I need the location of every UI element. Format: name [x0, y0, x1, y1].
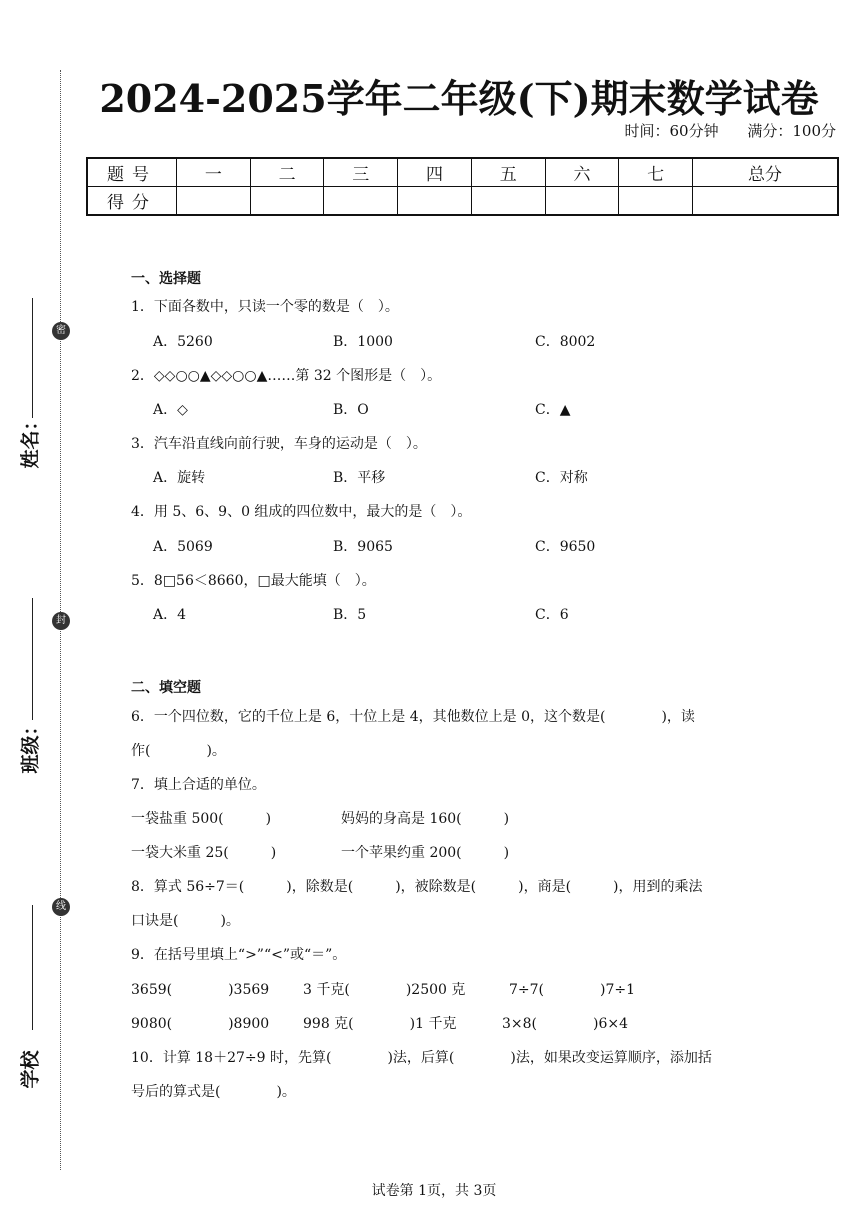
score-input-cell[interactable]	[471, 187, 545, 216]
question-line: 9．在括号里填上“>”“<”或“＝”。	[131, 947, 347, 963]
compare-item[interactable]: 998 克( )1 千克	[303, 1016, 457, 1032]
option-b[interactable]: B．O	[333, 402, 369, 418]
option-a[interactable]: A．5260	[153, 334, 213, 350]
option-b[interactable]: B．1000	[333, 334, 393, 350]
option-a[interactable]: A．5069	[153, 539, 213, 555]
score-input-cell[interactable]	[177, 187, 251, 216]
option-c[interactable]: C．对称	[535, 470, 588, 486]
score-input-cell[interactable]	[693, 187, 838, 216]
score-table-cell: 得分	[87, 187, 177, 216]
option-c[interactable]: C．▲	[535, 402, 571, 418]
question-stem: 3．汽车沿直线向前行驶，车身的运动是（ ）。	[131, 436, 427, 452]
class-label: 班级：	[19, 716, 42, 774]
seal-xian: 线	[52, 898, 70, 916]
option-c[interactable]: C．6	[535, 607, 569, 623]
seal-feng: 封	[52, 612, 70, 630]
option-c[interactable]: C．9650	[535, 539, 596, 555]
question-stem: 1．下面各数中，只读一个零的数是（ ）。	[131, 299, 399, 315]
question-line: 10．计算 18＋27÷9 时，先算( )法，后算( )法，如果改变运算顺序，添加括	[131, 1050, 712, 1066]
question-stem: 2．◇◇○○▲◇◇○○▲……第 32 个图形是（ ）。	[131, 368, 442, 384]
unit-item[interactable]: 一袋盐重 500( )	[131, 811, 272, 827]
score-table	[86, 157, 839, 216]
question-line: 7．填上合适的单位。	[131, 777, 266, 793]
option-b[interactable]: B．9065	[333, 539, 393, 555]
score-table-cell: 总分	[693, 158, 838, 187]
score-table-cell: 题号	[87, 158, 177, 187]
option-a[interactable]: A．◇	[153, 402, 188, 418]
school-label: 学校	[19, 1050, 42, 1089]
option-b[interactable]: B．5	[333, 607, 367, 623]
exam-time: 时间：60分钟	[624, 122, 719, 140]
compare-item[interactable]: 3×8( )6×4	[502, 1016, 629, 1032]
question-stem: 4．用 5、6、9、0 组成的四位数中，最大的是（ ）。	[131, 504, 472, 520]
unit-item[interactable]: 妈妈的身高是 160( )	[341, 811, 510, 827]
compare-item[interactable]: 7÷7( )7÷1	[509, 982, 636, 998]
question-line: 号后的算式是( )。	[131, 1084, 296, 1100]
score-table-cell: 二	[250, 158, 324, 187]
option-a[interactable]: A．旋转	[153, 470, 206, 486]
compare-item[interactable]: 3 千克( )2500 克	[303, 982, 466, 998]
score-table-cell: 四	[398, 158, 472, 187]
score-input-cell[interactable]	[619, 187, 693, 216]
score-table-header-row	[87, 158, 838, 187]
score-table-cell: 三	[324, 158, 398, 187]
exam-meta	[600, 120, 836, 141]
name-label: 姓名：	[19, 411, 42, 469]
score-table-cell: 五	[471, 158, 545, 187]
score-table-cell: 一	[177, 158, 251, 187]
page-title: 2024-2025学年二年级(下)期末数学试卷	[99, 76, 819, 121]
option-b[interactable]: B．平移	[333, 470, 386, 486]
section-title-choice: 一、选择题	[131, 271, 201, 287]
unit-item[interactable]: 一袋大米重 25( )	[131, 845, 277, 861]
question-line: 6．一个四位数，它的千位上是 6，十位上是 4，其他数位上是 0，这个数是( )，读	[131, 709, 695, 725]
score-input-cell[interactable]	[250, 187, 324, 216]
score-table-cell: 六	[545, 158, 619, 187]
unit-item[interactable]: 一个苹果约重 200( )	[341, 845, 510, 861]
question-stem: 5．8□56＜8660，□最大能填（ ）。	[131, 573, 376, 589]
exam-full-score: 满分：100分	[747, 122, 836, 140]
score-input-cell[interactable]	[398, 187, 472, 216]
question-line: 作( )。	[131, 743, 226, 759]
option-c[interactable]: C．8002	[535, 334, 596, 350]
score-table-cell: 七	[619, 158, 693, 187]
class-underline	[32, 598, 33, 720]
question-line: 口诀是( )。	[131, 913, 240, 929]
question-line: 8．算式 56÷7＝( )，除数是( )，被除数是( )，商是( )，用到的乘法	[131, 879, 703, 895]
compare-item[interactable]: 3659( )3569	[131, 982, 270, 998]
section-title-fill: 二、填空题	[131, 680, 201, 696]
score-table-score-row	[87, 187, 838, 216]
score-input-cell[interactable]	[324, 187, 398, 216]
name-underline	[32, 298, 33, 418]
option-a[interactable]: A．4	[153, 607, 187, 623]
compare-item[interactable]: 9080( )8900	[131, 1016, 270, 1032]
school-underline	[32, 905, 33, 1030]
page-footer: 试卷第 1页，共 3页	[371, 1183, 497, 1199]
score-input-cell[interactable]	[545, 187, 619, 216]
seal-mi: 密	[52, 322, 70, 340]
